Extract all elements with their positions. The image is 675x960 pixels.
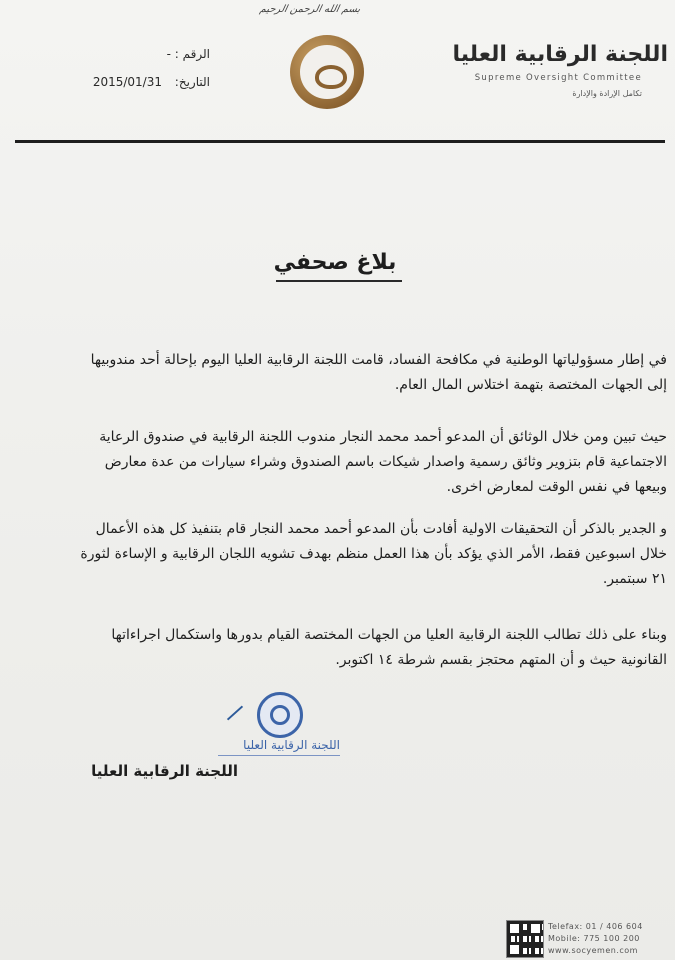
footer-mobile: Mobile: 775 100 200: [548, 934, 640, 943]
org-name-english: Supreme Oversight Committee: [474, 73, 642, 83]
document-title: بلاغ صحفي: [273, 250, 397, 275]
org-tagline: تكامل الإرادة والإدارة: [572, 89, 642, 98]
date-value: 2015/01/31: [92, 75, 162, 89]
qr-finder-bl: [508, 943, 521, 956]
paragraph-3: و الجدير بالذكر أن التحقيقات الاولية أفادت بأن المدعو أحمد محمد النجار قام بتنفيذ كل هذه الأعمال خلال اسبوعين فقط، الأمر الذي يؤكد بأن هذا العمل منظم بهدف تشويه اللجان الرقابية و الإساءة لثورة ٢١ سبتمبر.: [80, 521, 667, 587]
date-label: التاريخ:: [174, 75, 210, 89]
signatory-name: اللجنة الرقابية العليا: [91, 762, 238, 780]
stamp-subline: [218, 755, 340, 756]
qr-finder-tr: [529, 922, 542, 935]
qr-code-icon: [506, 920, 544, 958]
header-divider: [15, 140, 665, 143]
footer-website: www.socyemen.com: [548, 946, 638, 955]
signature-stroke: [227, 706, 243, 721]
basmala: بسم الله الرحمن الرحيم: [258, 4, 362, 15]
stamp-emblem: [270, 705, 290, 725]
reference-number: الرقم : -: [166, 47, 210, 61]
paragraph-1: في إطار مسؤولياتها الوطنية في مكافحة الفساد، قامت اللجنة الرقابية العليا اليوم بإحالة أحد مندوبيها إلى الجهات المختصة بتهمة اختلاس المال العام.: [90, 352, 667, 393]
org-name-arabic: اللجنة الرقابية العليا: [452, 42, 668, 67]
qr-finder-tl: [508, 922, 521, 935]
stamp-text: اللجنة الرقابية العليا: [243, 738, 340, 752]
logo-emblem: [315, 65, 347, 89]
footer-telefax: Telefax: 01 / 406 604: [548, 922, 643, 931]
committee-logo-icon: [290, 35, 364, 109]
logo-inner-ring: [300, 45, 354, 99]
title-underline: [276, 280, 402, 282]
paragraph-4: وبناء على ذلك تطالب اللجنة الرقابية العليا من الجهات المختصة القيام بدورها واستكمال اجراءاتها القانونية حيث و أن المتهم محتجز بقسم شرطة ١٤ اكتوبر.: [111, 627, 667, 668]
paragraph-2: حيث تبين ومن خلال الوثائق أن المدعو أحمد محمد النجار مندوب اللجنة الرقابية في صندوق الرعاية الاجتماعية قام بتزوير وثائق رسمية واصدار شيكات باسم الصندوق وشراء سيارات من عدة معارض وبيعها في نفس الوقت لمعارض اخرى.: [99, 429, 667, 495]
stamp-seal-icon: [257, 692, 303, 738]
